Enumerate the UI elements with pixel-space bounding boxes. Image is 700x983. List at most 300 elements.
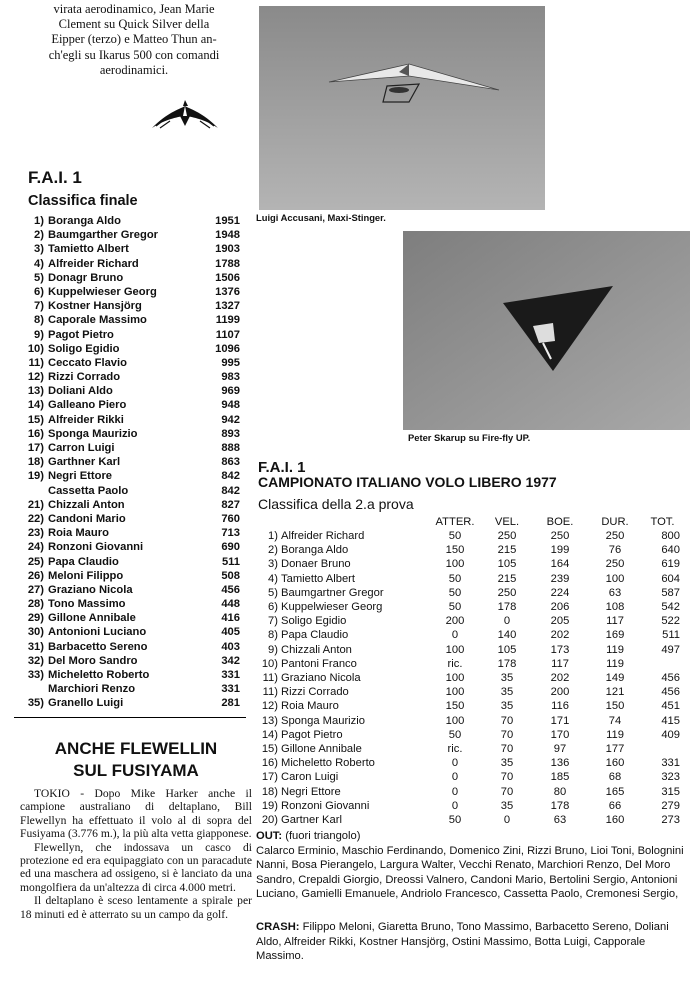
score: 893 — [221, 427, 240, 440]
table-row — [256, 699, 680, 713]
score: 942 — [221, 413, 240, 426]
list-item — [14, 682, 240, 696]
pilot-name: Soligo Egidio — [48, 342, 120, 355]
dur-value: 160 — [605, 757, 625, 770]
crash-names: Filippo Meloni, Giaretta Bruno, Tono Massimo, Barbacetto Sereno, Doliani Aldo, Alfreider Rikki, Kostner Hansjörg, Ostini Massimo, Botta Luigi, Capporale Massimo. — [256, 921, 669, 962]
boe-value: 173 — [550, 643, 570, 656]
boe-value: 205 — [550, 615, 570, 628]
pilot-name: Pagot Pietro — [48, 328, 114, 341]
article-body — [20, 787, 252, 921]
list-item — [14, 398, 240, 412]
col-tot-header: TOT. — [650, 516, 675, 528]
list-item — [14, 242, 240, 256]
pilot-name: Cassetta Paolo — [48, 484, 129, 497]
classifica-finale-list — [14, 214, 240, 711]
pilot-name: Donagr Bruno — [48, 271, 124, 284]
crash-label: CRASH: — [256, 921, 300, 933]
tot-value: 511 — [662, 629, 680, 642]
pilot-name: Donaer Bruno — [281, 558, 351, 571]
rank: 32) — [27, 654, 44, 667]
rank: 12) — [27, 371, 44, 384]
score: 456 — [221, 583, 240, 596]
tot-value: 456 — [661, 672, 680, 685]
out-section — [256, 829, 692, 902]
boe-value: 199 — [550, 544, 570, 557]
rank: 14) — [27, 399, 44, 412]
vel-value: 105 — [497, 643, 517, 656]
score: 331 — [221, 669, 240, 681]
rank: 8) — [268, 629, 278, 642]
rank: 33) — [27, 669, 44, 681]
rank: 1) — [34, 215, 44, 227]
rank: 5) — [268, 586, 278, 599]
list-item — [14, 654, 240, 668]
dur-value: 74 — [608, 714, 622, 727]
table-row — [256, 628, 680, 642]
pilot-name: Papa Claudio — [281, 629, 349, 642]
table-row — [256, 770, 680, 784]
boe-value: 202 — [550, 672, 570, 685]
list-item — [14, 526, 240, 540]
vel-value: 105 — [497, 558, 517, 571]
pilot-name: Boranga Aldo — [281, 544, 349, 557]
list-item — [14, 611, 240, 625]
dur-value: 169 — [605, 629, 625, 642]
pilot-name: Tono Massimo — [48, 598, 126, 611]
list-item — [14, 696, 240, 710]
pilot-name: Galleano Piero — [48, 399, 127, 412]
intro-line: aerodinamici. — [99, 62, 169, 77]
boe-value: 117 — [551, 657, 569, 670]
pilot-name: Micheletto Roberto — [281, 757, 375, 770]
pilot-name: Chizzali Anton — [281, 643, 352, 656]
score: 342 — [221, 654, 240, 667]
pilot-name: Gillone Annibale — [48, 612, 136, 625]
tot-value: 456 — [661, 686, 680, 699]
rank: 5) — [34, 271, 44, 284]
campionato-subtitle2: Classifica della 2.a prova — [258, 496, 414, 512]
score: 1327 — [215, 300, 240, 313]
vel-value: 178 — [497, 601, 517, 614]
list-item — [14, 625, 240, 639]
atter-value: 50 — [448, 814, 462, 827]
intro-paragraph — [29, 2, 239, 78]
list-item — [14, 214, 240, 228]
boe-value: 116 — [551, 700, 569, 713]
boe-value: 164 — [550, 558, 570, 571]
list-item — [14, 469, 240, 483]
pilot-name: Roia Mauro — [48, 527, 109, 540]
atter-value: 0 — [451, 771, 459, 784]
table-row — [256, 586, 680, 600]
vel-value: 178 — [497, 657, 517, 670]
intro-line: Eipper (terzo) e Matteo Thun an- — [51, 32, 217, 47]
rank: 20) — [261, 814, 278, 827]
boe-value: 202 — [550, 629, 570, 642]
atter-value: 50 — [448, 530, 462, 542]
boe-value: 185 — [550, 771, 570, 784]
hang-glider-photo — [403, 231, 690, 430]
photo1-caption: Luigi Accusani, Maxi-Stinger. — [256, 212, 386, 223]
list-item — [14, 228, 240, 242]
rank: 26) — [27, 569, 44, 582]
boe-value: 224 — [550, 586, 570, 599]
boe-value: 63 — [553, 814, 567, 827]
rank: 24) — [27, 541, 44, 554]
photo2-caption: Peter Skarup su Fire-fly UP. — [408, 432, 531, 443]
boe-value: 239 — [550, 572, 570, 585]
atter-value: 150 — [445, 700, 465, 713]
rank: 11) — [262, 686, 278, 699]
vel-value: 35 — [500, 672, 514, 685]
table-row — [256, 714, 680, 728]
pilot-name: Rizzi Corrado — [48, 371, 121, 384]
rank: 25) — [27, 555, 44, 568]
pilot-name: Negri Ettore — [281, 785, 341, 798]
tot-value: 640 — [661, 544, 680, 557]
dur-value: 119 — [606, 643, 624, 656]
tot-value: 323 — [661, 771, 680, 784]
pilot-name: Kostner Hansjörg — [48, 300, 142, 313]
tot-value: 604 — [661, 572, 680, 585]
pilot-name: Graziano Nicola — [48, 583, 133, 596]
list-item — [14, 356, 240, 370]
vel-value: 70 — [500, 714, 514, 727]
list-item — [14, 512, 240, 526]
dur-value: 100 — [605, 572, 625, 585]
article-paragraph: Flewellyn, che indossava un casco di protezione ed era equipaggiato con un paracadute ed una maschera ad ossigeno, si è lanciato da una mongolfiera da un'altezza di circa 4.000 metri. — [20, 840, 252, 894]
pilot-name: Candoni Mario — [48, 512, 126, 525]
boe-value: 250 — [550, 530, 570, 542]
list-item — [14, 257, 240, 271]
atter-value: 0 — [451, 785, 459, 798]
pilot-name: Gartner Karl — [281, 814, 342, 827]
boe-value: 200 — [550, 686, 570, 699]
score: 863 — [221, 456, 240, 469]
vel-value: 35 — [500, 686, 514, 699]
hang-glider-photo — [259, 6, 545, 210]
pilot-name: Pantoni Franco — [281, 657, 357, 670]
atter-value: 50 — [448, 601, 462, 614]
list-item — [14, 313, 240, 327]
rank: 21) — [27, 498, 44, 511]
vel-value: 215 — [497, 544, 517, 557]
rank: 8) — [34, 314, 44, 327]
tot-value: 542 — [661, 601, 680, 614]
atter-value: 0 — [451, 757, 459, 770]
rank: 6) — [268, 601, 278, 614]
rank: 13) — [27, 385, 44, 398]
dur-value: 117 — [606, 615, 624, 628]
pilot-name: Sponga Maurizio — [48, 427, 138, 440]
dur-value: 177 — [605, 743, 625, 756]
score: 281 — [221, 697, 240, 710]
col-boe-header: BOE. — [546, 516, 574, 528]
atter-value: 0 — [451, 629, 459, 642]
vel-value: 35 — [500, 799, 514, 812]
rank: 18) — [261, 785, 278, 798]
pilot-name: Baumgartner Gregor — [281, 586, 384, 599]
table-row — [256, 557, 680, 571]
list-item — [14, 299, 240, 313]
boe-value: 178 — [550, 799, 570, 812]
score: 508 — [221, 569, 240, 582]
rank: 10) — [27, 342, 44, 355]
tot-value: 273 — [661, 814, 680, 827]
pilot-name: Del Moro Sandro — [48, 654, 138, 667]
pilot-name: Barbacetto Sereno — [48, 640, 148, 653]
table-header-row — [256, 515, 680, 529]
score: 1199 — [215, 314, 240, 327]
vel-value: 70 — [500, 728, 514, 741]
table-row — [256, 657, 680, 671]
pilot-name: Rizzi Corrado — [281, 686, 349, 699]
pilot-name: Pagot Pietro — [281, 728, 343, 741]
table-row — [256, 671, 680, 685]
pilot-name: Kuppelwieser Georg — [281, 601, 383, 614]
rank: 7) — [268, 615, 278, 628]
score: 995 — [221, 356, 240, 369]
tot-value: 497 — [661, 643, 680, 656]
score: 842 — [221, 484, 240, 497]
rank: 9) — [268, 643, 278, 656]
intro-line: ch'egli su Ikarus 500 con comandi — [48, 47, 220, 62]
table-row — [256, 643, 680, 657]
atter-value: 50 — [448, 586, 462, 599]
score: 760 — [221, 512, 240, 525]
vel-value: 70 — [500, 743, 514, 756]
dur-value: 121 — [605, 686, 625, 699]
rank: 27) — [27, 583, 44, 596]
rank: 1) — [268, 530, 278, 542]
vel-value: 70 — [500, 785, 514, 798]
tot-value: 522 — [661, 615, 680, 628]
table-row — [256, 813, 680, 827]
rank: 2) — [268, 544, 278, 557]
vel-value: 35 — [500, 700, 514, 713]
atter-value: 100 — [445, 643, 465, 656]
divider — [14, 717, 246, 718]
pilot-name: Tamietto Albert — [48, 243, 129, 256]
pilot-name: Kuppelwieser Georg — [48, 285, 157, 298]
vel-value: 35 — [500, 757, 514, 770]
pilot-name: Soligo Egidio — [281, 615, 347, 628]
pilot-name: Baumgarther Gregor — [48, 229, 159, 242]
article-headline — [20, 738, 252, 782]
list-item — [14, 328, 240, 342]
score: 983 — [221, 371, 240, 384]
rank: 19) — [261, 799, 278, 812]
tot-value: 279 — [661, 799, 680, 812]
list-item — [14, 668, 240, 682]
score: 1903 — [215, 243, 240, 256]
dur-value: 150 — [605, 700, 625, 713]
tot-value: 800 — [661, 530, 680, 542]
eagle-logo-icon — [150, 96, 220, 130]
rank: 6) — [34, 285, 44, 298]
pilot-name: Alfreider Rikki — [48, 413, 124, 426]
col-vel-header: VEL. — [494, 516, 520, 528]
list-item — [14, 583, 240, 597]
list-item — [14, 569, 240, 583]
pilot-name: Micheletto Roberto — [48, 669, 150, 681]
article-paragraph: Il deltaplano è sceso lentamente a spirale per 18 minuti ed è atterrato su un campo da golf. — [20, 894, 252, 921]
list-item — [14, 441, 240, 455]
rank: 12) — [261, 700, 278, 713]
rank: 35) — [27, 697, 44, 710]
table-row — [256, 600, 680, 614]
boe-value: 136 — [550, 757, 570, 770]
atter-value: ric. — [447, 743, 463, 756]
dur-value: 63 — [608, 586, 622, 599]
rank: 13) — [261, 714, 278, 727]
score: 405 — [221, 626, 240, 639]
pilot-name: Roia Mauro — [281, 700, 339, 713]
atter-value: 200 — [445, 615, 465, 628]
score: 1948 — [215, 229, 240, 242]
list-item — [14, 484, 240, 498]
score: 511 — [221, 555, 240, 568]
tot-value — [645, 657, 680, 671]
pilot-name: Chizzali Anton — [48, 498, 125, 511]
vel-value: 250 — [497, 586, 517, 599]
score: 690 — [221, 541, 240, 554]
rank: 17) — [27, 442, 44, 454]
vel-value: 250 — [497, 530, 517, 542]
score: 1376 — [215, 285, 240, 298]
table-row — [256, 572, 680, 586]
table-row — [256, 785, 680, 799]
score: 888 — [221, 442, 240, 454]
list-item — [14, 597, 240, 611]
rank: 11) — [28, 356, 44, 369]
score: 827 — [221, 498, 240, 511]
boe-value: 171 — [550, 714, 570, 727]
dur-value: 250 — [605, 558, 625, 571]
atter-value: 50 — [448, 728, 462, 741]
rank: 4) — [268, 572, 278, 585]
rank: 15) — [261, 743, 278, 756]
intro-line: virata aerodinamico, Jean Marie — [53, 2, 215, 16]
rank: 28) — [27, 598, 44, 611]
rank: 3) — [268, 558, 278, 571]
pilot-name: Papa Claudio — [48, 555, 119, 568]
score: 331 — [221, 683, 240, 696]
classifica-title: F.A.I. 1 — [28, 168, 82, 187]
rank: 4) — [34, 257, 44, 270]
pilot-name: Alfreider Richard — [48, 257, 139, 270]
rank: 19) — [27, 470, 44, 483]
score: 1107 — [215, 328, 240, 341]
rank — [14, 484, 48, 498]
rank: 15) — [27, 413, 44, 426]
pilot-name: Carron Luigi — [48, 442, 115, 454]
score: 1096 — [215, 342, 240, 355]
table-row — [256, 529, 680, 543]
list-item — [14, 271, 240, 285]
rank: 16) — [261, 757, 278, 770]
col-atter-header: ATTER. — [435, 516, 475, 528]
rank: 10) — [261, 657, 278, 670]
table-row — [256, 543, 680, 557]
rank: 31) — [27, 640, 44, 653]
pilot-name: Granello Luigi — [48, 697, 124, 710]
dur-value: 149 — [605, 672, 625, 685]
pilot-name: Tamietto Albert — [281, 572, 355, 585]
list-item — [14, 540, 240, 554]
vel-value: 70 — [500, 771, 514, 784]
dur-value: 108 — [605, 601, 625, 614]
atter-value: 100 — [445, 686, 465, 699]
out-label: OUT: — [256, 830, 283, 842]
pilot-name: Gillone Annibale — [281, 743, 362, 756]
list-item — [14, 413, 240, 427]
pilot-name: Meloni Filippo — [48, 569, 124, 582]
tot-value: 331 — [661, 757, 680, 770]
tot-value — [645, 742, 680, 756]
boe-value: 80 — [553, 785, 567, 798]
article-paragraph: TOKIO - Dopo Mike Harker anche il campione australiano di deltaplano, Bill Flewellyn ha effettuato il volo al di sopra del Fusiyama (3.776 m.), la più alta vetta giapponese. — [20, 787, 252, 841]
classifica-subtitle: Classifica finale — [28, 193, 138, 209]
score: 842 — [221, 470, 240, 483]
tot-value: 587 — [661, 586, 680, 599]
rank: 7) — [34, 300, 44, 313]
results-table — [256, 515, 680, 827]
rank: 30) — [27, 626, 44, 639]
pilot-name: Caporale Massimo — [48, 314, 147, 327]
list-item — [14, 427, 240, 441]
pilot-name: Ronzoni Giovanni — [48, 541, 144, 554]
score: 1951 — [215, 215, 240, 227]
pilot-name: Caron Luigi — [281, 771, 339, 784]
out-note: (fuori triangolo) — [282, 830, 361, 842]
vel-value: 140 — [497, 629, 517, 642]
col-dur-header: DUR. — [601, 516, 629, 528]
score: 1788 — [215, 257, 240, 270]
list-item — [14, 455, 240, 469]
atter-value: 100 — [445, 558, 465, 571]
rank: 9) — [34, 328, 44, 341]
pilot-name: Ronzoni Giovanni — [281, 799, 370, 812]
pilot-name: Marchiori Renzo — [48, 683, 136, 696]
pilot-name: Ceccato Flavio — [48, 356, 127, 369]
tot-value: 315 — [661, 785, 680, 798]
rank: 18) — [27, 456, 44, 469]
rank: 17) — [261, 771, 278, 784]
score: 403 — [221, 640, 240, 653]
rank — [14, 682, 48, 696]
campionato-subtitle: CAMPIONATO ITALIANO VOLO LIBERO 1977 — [258, 474, 557, 490]
pilot-name: Alfreider Richard — [281, 530, 365, 542]
pilot-name: Graziano Nicola — [281, 672, 361, 685]
headline-line: SUL FUSIYAMA — [73, 761, 199, 780]
tot-value: 451 — [661, 700, 680, 713]
pilot-name: Antonioni Luciano — [48, 626, 147, 639]
atter-value: 150 — [445, 544, 465, 557]
rank: 22) — [27, 512, 44, 525]
atter-value: 100 — [445, 672, 465, 685]
rank: 29) — [27, 612, 44, 625]
pilot-name: Sponga Maurizio — [281, 714, 365, 727]
rank: 14) — [261, 728, 278, 741]
dur-value: 165 — [605, 785, 625, 798]
tot-value: 415 — [661, 714, 680, 727]
atter-value: 100 — [445, 714, 465, 727]
boe-value: 170 — [550, 728, 570, 741]
dur-value: 76 — [608, 544, 622, 557]
atter-value: 50 — [448, 572, 462, 585]
table-row — [256, 799, 680, 813]
